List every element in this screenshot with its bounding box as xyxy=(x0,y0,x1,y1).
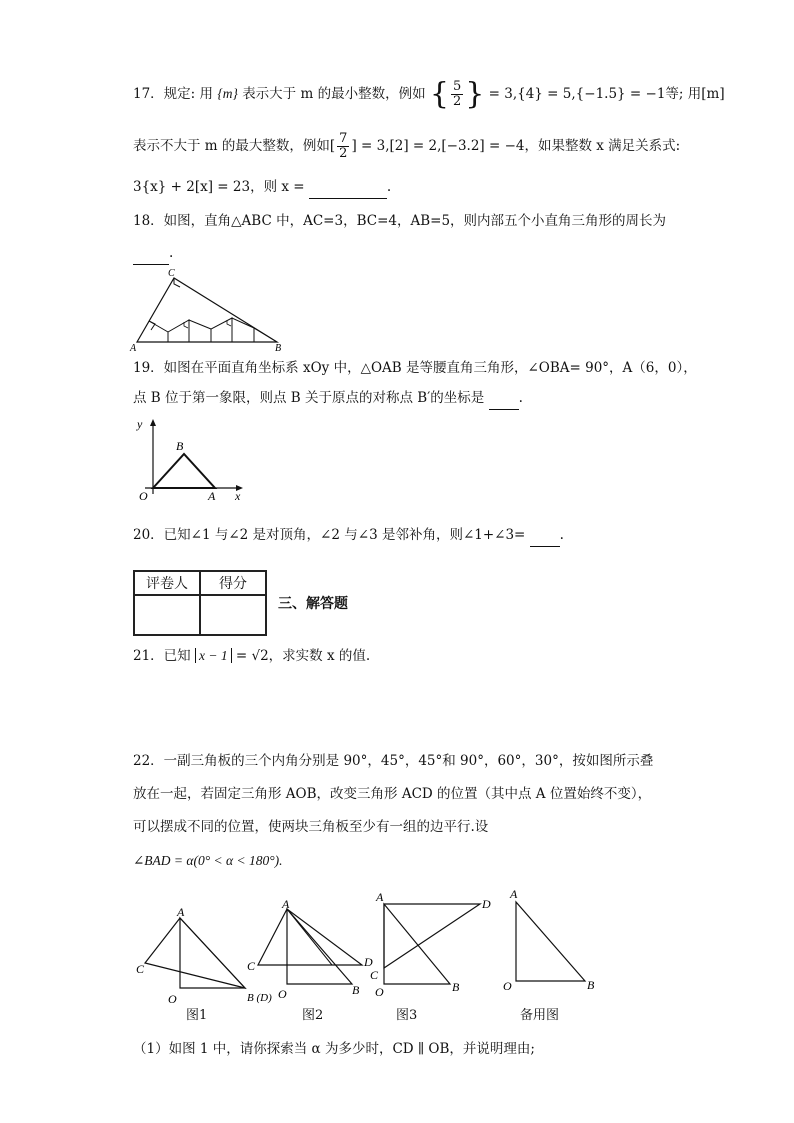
score-table xyxy=(133,570,267,636)
q22-line2: 放在一起，若固定三角形 AOB，改变三角形 ACD 的位置（其中点 A 位置始终不变）， xyxy=(133,786,652,802)
figure-backup xyxy=(503,888,595,993)
svg-text:A: A xyxy=(376,890,384,904)
q18-line2: . xyxy=(133,242,173,265)
y-axis-arrow-icon xyxy=(150,419,156,426)
q22-line3: 可以摆成不同的位置，使两块三角板至少有一组的边平行.设 xyxy=(133,819,489,835)
triangle-abc xyxy=(137,278,277,342)
answer-blank-18[interactable] xyxy=(133,242,169,265)
q19-coordinate-figure xyxy=(133,414,253,504)
svg-text:A: A xyxy=(282,897,290,911)
q21-line1: 21．已知 x − 1 = √2，求实数 x 的值. xyxy=(133,648,371,664)
q22-figures xyxy=(130,888,610,1006)
figure-1 xyxy=(136,905,272,1006)
small-triangle-3 xyxy=(189,320,211,342)
fraction-seven-halves: $\frac{7}{2}$ xyxy=(339,131,348,161)
q22-condition: ∠BAD = α(0° < α < 180°). xyxy=(133,853,283,868)
q17-line1: 17．规定: 用 {m} 表示大于 m 的最小整数，例如 { $\frac{5}{2}$ } = 3,{4} = 5,{−1.5} = −1等; 用[m] xyxy=(133,76,725,112)
q22-sub1: （1）如图 1 中，请你探索当 α 为多少时，CD ∥ OB，并说明理由; xyxy=(133,1041,535,1057)
q22-line1: 22．一副三角板的三个内角分别是 90°，45°，45°和 90°，60°，30°，按如图所示叠 xyxy=(133,753,654,769)
svg-text:B (D): B (D) xyxy=(247,992,272,1004)
q20-line1: 20．已知∠1 与∠2 是对顶角，∠2 与∠3 是邻补角，则∠1+∠3= . xyxy=(133,524,564,547)
small-triangle-4 xyxy=(211,318,232,342)
caption-figure-1: 图1 xyxy=(186,1008,208,1023)
q19-line1: 19．如图在平面直角坐标系 xOy 中，△OAB 是等腰直角三角形，∠OBA= 90°，A（6，0）， xyxy=(133,360,697,376)
svg-text:D: D xyxy=(364,955,373,969)
triangle-oab xyxy=(153,454,215,488)
label-b: B xyxy=(176,439,184,453)
small-triangle-1 xyxy=(149,321,168,342)
svg-text:A: A xyxy=(177,905,185,919)
label-a: A xyxy=(130,343,137,352)
svg-text:O: O xyxy=(168,992,177,1006)
caption-figure-backup: 备用图 xyxy=(520,1008,560,1023)
figure-3 xyxy=(370,890,491,999)
label-y: y xyxy=(137,417,143,431)
q18-line1: 18．如图，直角△ABC 中，AC=3，BC=4，AB=5，则内部五个小直角三角形的周长为 xyxy=(133,213,667,229)
abs-expression: x − 1 xyxy=(195,648,232,663)
small-triangle-5 xyxy=(232,318,254,342)
caption-figure-2: 图2 xyxy=(302,1008,324,1023)
q17-line3: 3{x} + 2[x] = 23，则 x = . xyxy=(133,176,391,199)
q17-line2: 表示不大于 m 的最大整数，例如[ $\frac{7}{2}$ ] = 3,[2] = 2,[−3.2] = −4，如果整数 x 满足关系式: xyxy=(133,131,681,161)
fraction-five-halves: $\frac{5}{2}$ xyxy=(452,79,462,109)
figure-2 xyxy=(247,897,373,1001)
svg-text:O: O xyxy=(278,987,287,1001)
svg-text:C: C xyxy=(247,959,256,973)
svg-text:A: A xyxy=(510,888,518,901)
score-table-header-score: 得分 xyxy=(200,571,266,595)
grader-cell[interactable] xyxy=(134,595,200,635)
svg-text:O: O xyxy=(375,985,384,999)
answer-blank-20[interactable] xyxy=(530,524,560,547)
svg-text:B: B xyxy=(587,978,595,992)
svg-text:B: B xyxy=(352,983,360,997)
q18-figure xyxy=(128,266,288,352)
caption-figure-3: 图3 xyxy=(396,1008,418,1023)
svg-text:D: D xyxy=(482,897,491,911)
label-x: x xyxy=(235,489,241,503)
answer-blank-17[interactable] xyxy=(309,176,387,199)
big-brace-left: { xyxy=(429,76,449,112)
svg-text:C: C xyxy=(370,968,379,982)
label-b: B xyxy=(275,343,282,352)
score-cell[interactable] xyxy=(200,595,266,635)
label-a: A xyxy=(208,489,216,503)
label-o: O xyxy=(139,489,148,503)
section-title: 三、解答题 xyxy=(278,596,348,612)
answer-blank-19[interactable] xyxy=(489,387,519,410)
svg-text:O: O xyxy=(503,979,512,993)
score-table-header-grader: 评卷人 xyxy=(134,571,200,595)
brace-m: {m} xyxy=(217,86,238,101)
label-c: C xyxy=(168,268,175,279)
small-triangle-2 xyxy=(168,320,189,342)
svg-text:B: B xyxy=(452,980,460,994)
q19-line2: 点 B 位于第一象限，则点 B 关于原点的对称点 B′的坐标是 . xyxy=(133,387,523,410)
svg-text:C: C xyxy=(136,962,145,976)
big-brace-right: } xyxy=(465,76,485,112)
